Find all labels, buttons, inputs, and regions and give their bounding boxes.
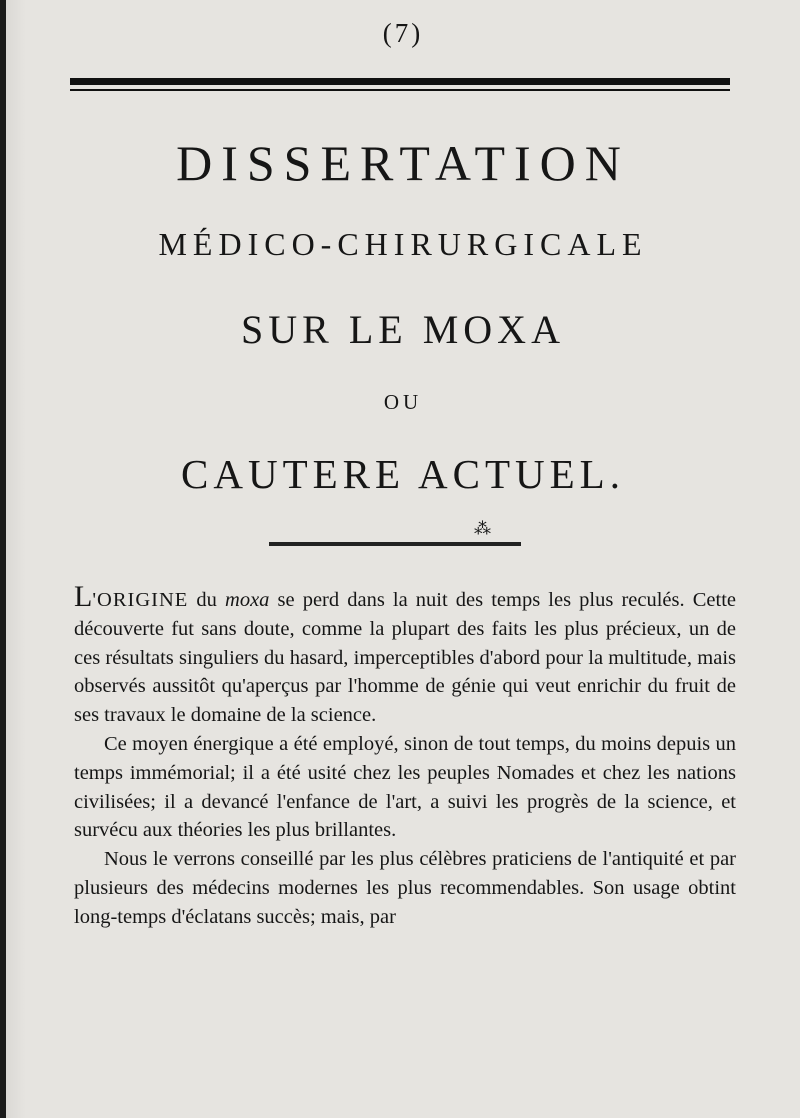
ornament-mark: ⁂: [474, 519, 491, 538]
title-medico-chirurgicale: MÉDICO-CHIRURGICALE: [158, 226, 648, 262]
title-cautere-actuel: CAUTERE ACTUEL.: [181, 451, 625, 497]
title-dissertation: DISSERTATION: [176, 135, 630, 191]
drop-cap: L: [74, 580, 93, 613]
body-text: [74, 580, 736, 932]
ornament-rule: [269, 542, 521, 546]
moxa-term: moxa: [225, 589, 270, 611]
title-sur-le-moxa: SUR LE MOXA: [241, 307, 565, 352]
paragraph-1-pre: du: [188, 589, 226, 611]
paragraph-2: Ce moyen énergique a été employé, sinon de tout temps, du moins depuis un temps immémorial; il a été usité chez les peuples Nomades et chez les nations civilisées; il a devancé l'enfance de l'art, a suivi les progrès de la science, et survécu aux théories les plus brillantes.: [74, 732, 736, 842]
paragraph-1: [74, 580, 736, 730]
title-ou: OU: [383, 390, 423, 414]
opening-word: 'ORIGINE: [92, 589, 189, 611]
paragraph-1-rest: se perd dans la nuit des temps les plus reculés. Cette découverte fut sans doute, comme la plupart des faits les plus précieux, un de ces résultats singuliers du hasard, imperceptibles d'abord pour la multitude, mais observés aussitôt qu'aperçus par l'homme de génie qui veut enrichir du fruit de ses travaux le domaine de la science.: [74, 589, 736, 727]
header-rule-thin: [70, 89, 730, 91]
header-rule-thick: [70, 78, 730, 85]
book-page: [6, 0, 800, 1118]
paragraph-3: Nous le verrons conseillé par les plus célèbres praticiens de l'antiquité et par plusieurs des médecins modernes les plus recommendables. Son usage obtint long-temps d'éclatans succès; mais, par: [74, 848, 736, 928]
page-number: (7): [382, 18, 424, 48]
